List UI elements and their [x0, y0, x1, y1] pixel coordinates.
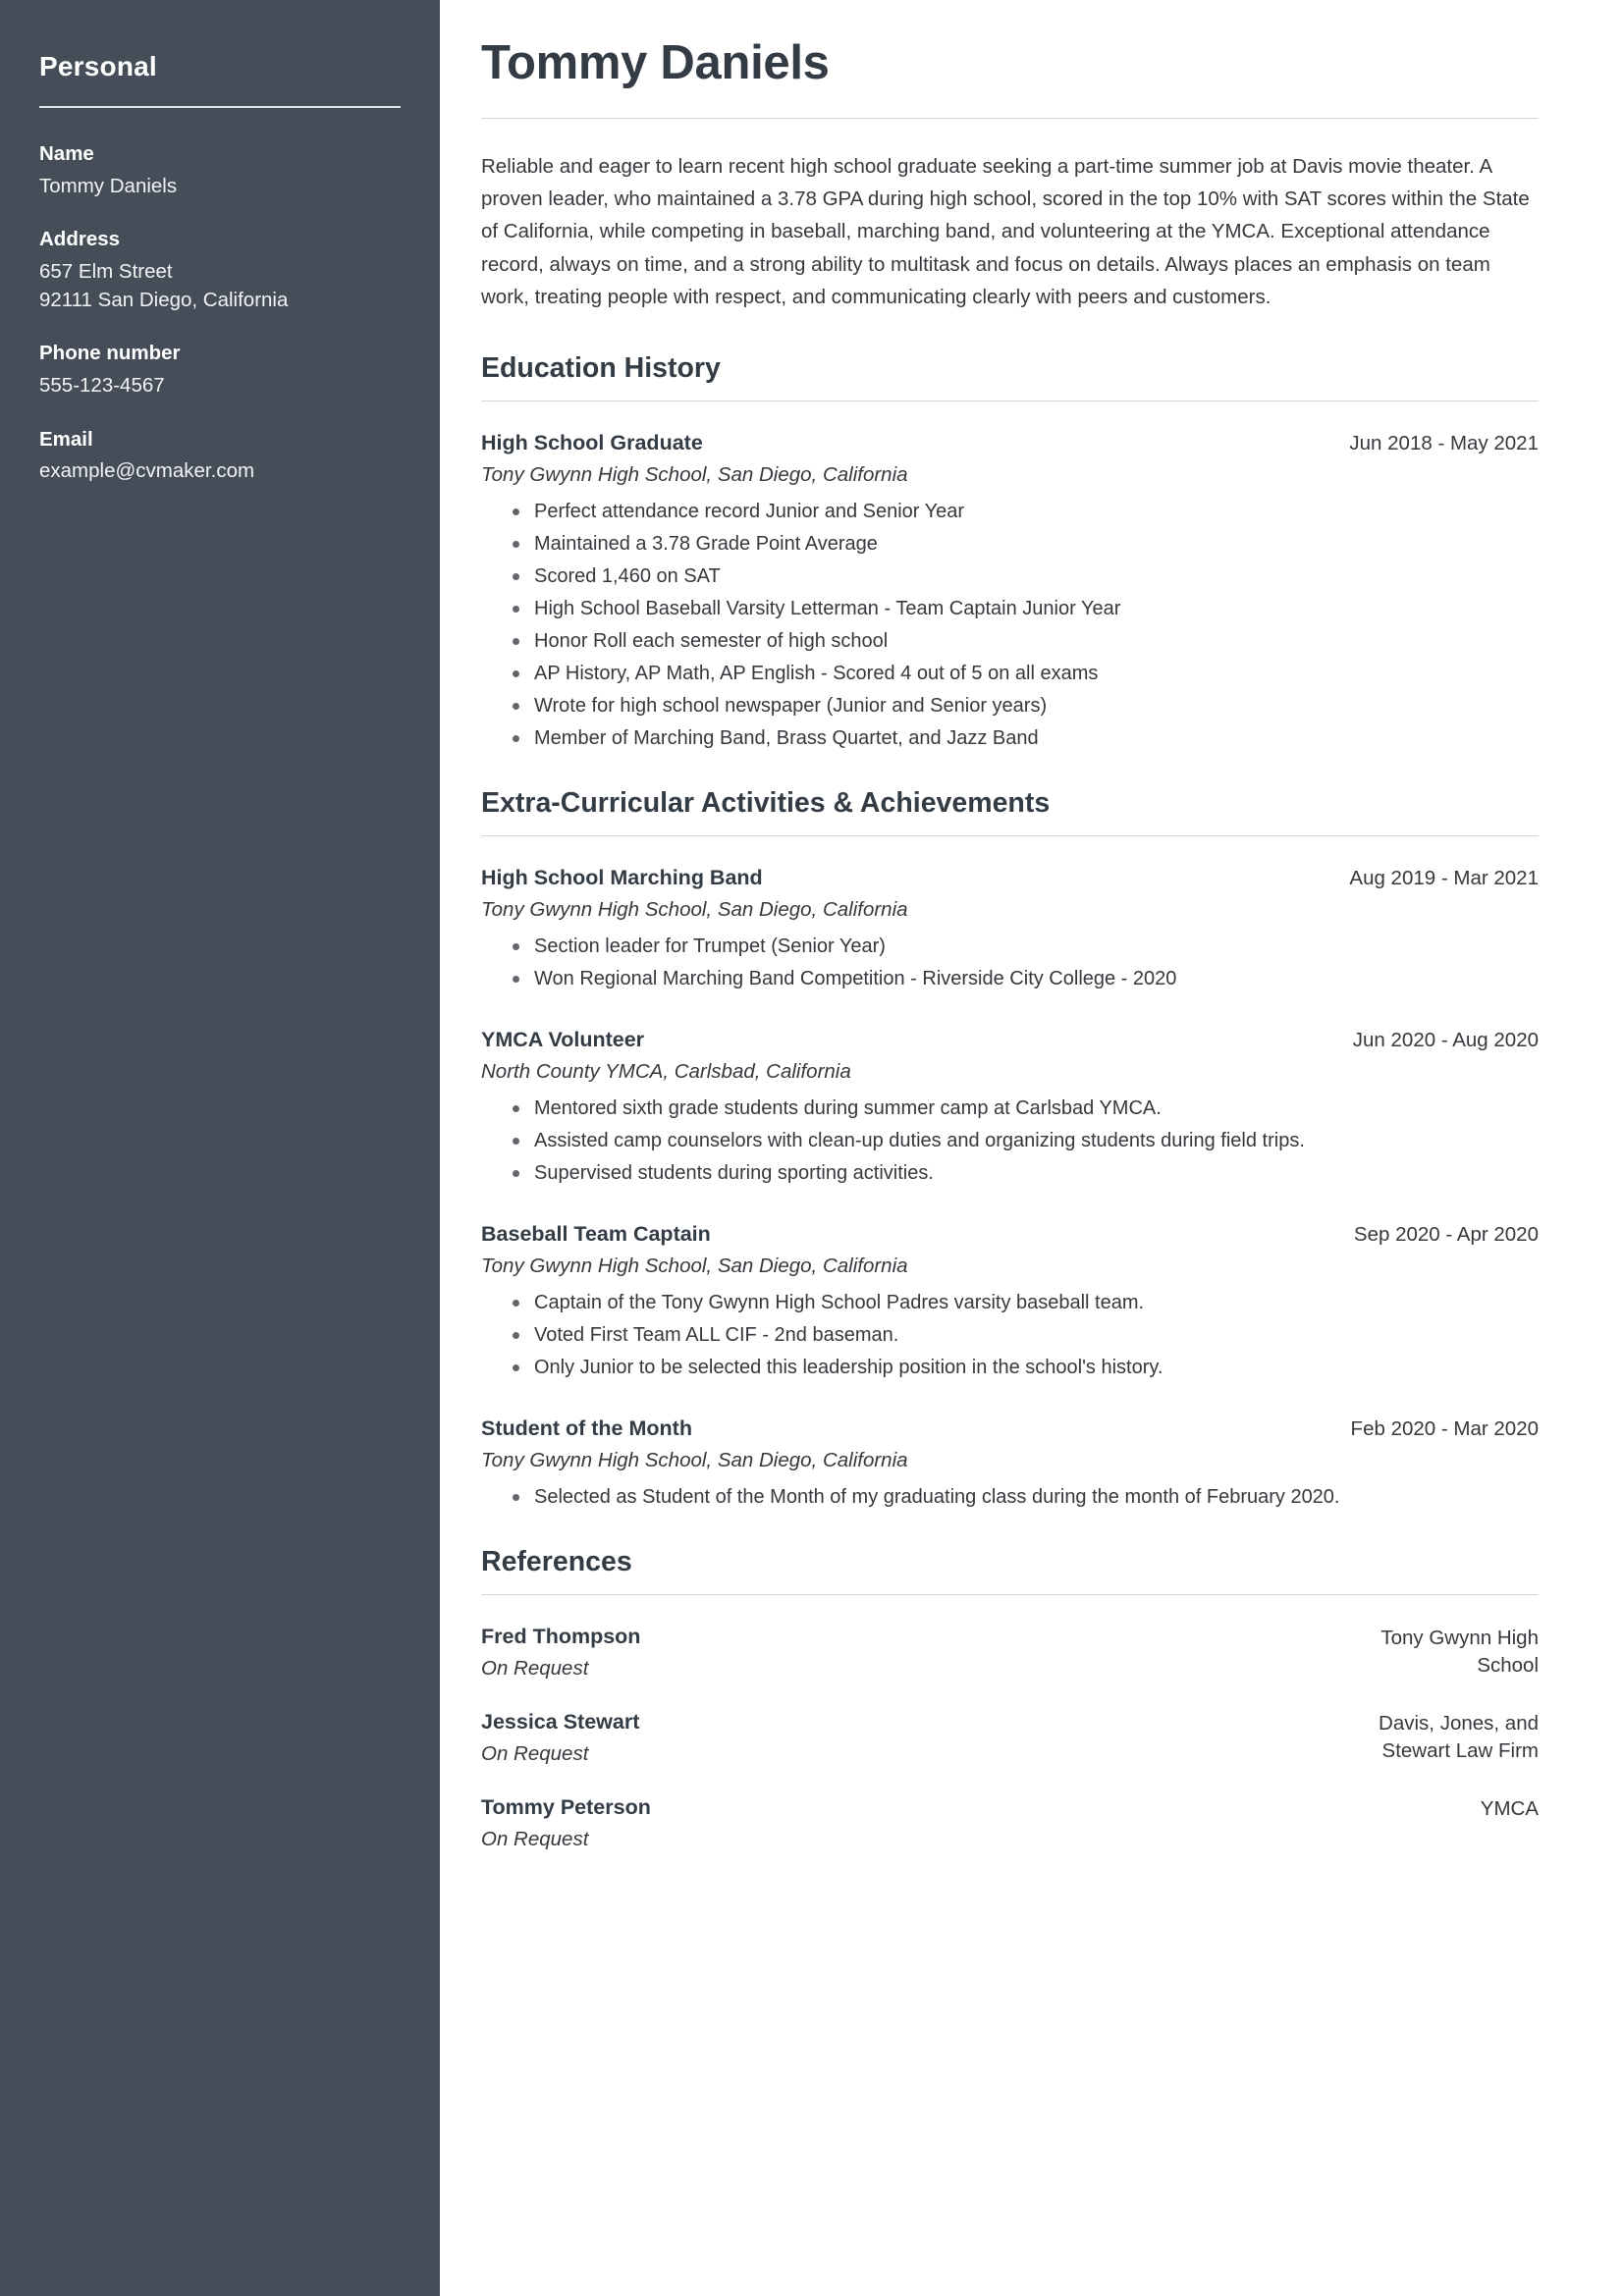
- entry-header: [481, 431, 1539, 455]
- field-value-line: 92111 San Diego, California: [39, 288, 289, 311]
- entry-header: [481, 1416, 1539, 1441]
- resume-entry: [481, 1416, 1539, 1513]
- resume-main: [440, 0, 1623, 2296]
- entry-subtitle: Tony Gwynn High School, San Diego, California: [481, 898, 908, 922]
- section-education-history: [481, 352, 1539, 754]
- reference-details: [481, 1710, 639, 1766]
- entry-subtitle: Tony Gwynn High School, San Diego, California: [481, 463, 908, 487]
- entry-title: Student of the Month: [481, 1416, 692, 1441]
- entry-bullet-list: [481, 1482, 1539, 1513]
- list-item: Captain of the Tony Gwynn High School Padres varsity baseball team.: [513, 1288, 1539, 1318]
- reference-item: [481, 1625, 1539, 1681]
- list-item: Member of Marching Band, Brass Quartet, and Jazz Band: [513, 723, 1539, 754]
- reference-name: Jessica Stewart: [481, 1710, 640, 1735]
- entry-bullet-list: [481, 932, 1539, 994]
- professional-summary: Reliable and eager to learn recent high school graduate seeking a part-time summer job at Davis movie theater. A proven leader, who maintained a 3.78 GPA during high school, scored in the top 10% with SAT scores within the State of California, while competing in baseball, marching band, and volunteering at the YMCA. Exceptional attendance record, always on time, and a strong ability to multitask and focus on details. Always places an emphasis on team work, treating people with respect, and communicating clearly with peers and customers.: [481, 155, 1530, 308]
- field-value: [39, 457, 401, 486]
- entry-date-range: Jun 2018 - May 2021: [1349, 432, 1539, 455]
- entry-title: Baseball Team Captain: [481, 1222, 711, 1247]
- sidebar-title: Personal: [39, 51, 157, 81]
- entry-header: [481, 866, 1539, 890]
- reference-organization: YMCA: [1480, 1797, 1539, 1821]
- list-item: Perfect attendance record Junior and Senior Year: [513, 497, 1539, 527]
- section-title-references: References: [481, 1546, 632, 1578]
- list-item: Scored 1,460 on SAT: [513, 561, 1539, 592]
- personal-detail-address: [39, 227, 401, 314]
- resume-entry: [481, 1222, 1539, 1383]
- sidebar: [0, 0, 440, 2296]
- reference-status: On Request: [481, 1828, 589, 1851]
- list-item: Only Junior to be selected this leadership position in the school's history.: [513, 1353, 1539, 1383]
- section-divider: [481, 1594, 1539, 1595]
- list-item: Supervised students during sporting activities.: [513, 1158, 1539, 1189]
- list-item: Selected as Student of the Month of my graduating class during the month of February 2020.: [513, 1482, 1539, 1513]
- field-label: Email: [39, 427, 93, 451]
- reference-details: [481, 1795, 651, 1851]
- resume-entry: [481, 1028, 1539, 1189]
- reference-organization: Tony Gwynn High School: [1380, 1627, 1539, 1677]
- entry-title: YMCA Volunteer: [481, 1028, 645, 1052]
- field-value: [39, 258, 401, 314]
- field-value: [39, 372, 401, 400]
- field-value-line: Tommy Daniels: [39, 174, 178, 197]
- list-item: Mentored sixth grade students during summer camp at Carlsbad YMCA.: [513, 1094, 1539, 1124]
- list-item: Honor Roll each semester of high school: [513, 626, 1539, 657]
- reference-item: [481, 1710, 1539, 1766]
- references-list: [481, 1625, 1539, 1851]
- section-extra-curricular-activities-achievements: [481, 787, 1539, 1513]
- entry-header: [481, 1028, 1539, 1052]
- personal-detail-email: [39, 427, 401, 486]
- entry-title: High School Marching Band: [481, 866, 763, 890]
- entry-subtitle: Tony Gwynn High School, San Diego, California: [481, 1449, 908, 1472]
- entry-date-range: Aug 2019 - Mar 2021: [1349, 867, 1539, 890]
- reference-details: [481, 1625, 640, 1681]
- personal-detail-name: [39, 141, 401, 200]
- reference-item: [481, 1795, 1539, 1851]
- section-title: Extra-Curricular Activities & Achievements: [481, 787, 1051, 820]
- section-divider: [481, 835, 1539, 836]
- entry-subtitle: Tony Gwynn High School, San Diego, California: [481, 1255, 908, 1278]
- personal-detail-phone-number: [39, 341, 401, 400]
- field-value: [39, 173, 401, 201]
- list-item: Assisted camp counselors with clean-up duties and organizing students during field trips.: [513, 1126, 1539, 1156]
- list-item: Section leader for Trumpet (Senior Year): [513, 932, 1539, 962]
- field-value-line: example@cvmaker.com: [39, 459, 255, 483]
- entry-title: High School Graduate: [481, 431, 703, 455]
- reference-status: On Request: [481, 1657, 589, 1681]
- entry-subtitle: North County YMCA, Carlsbad, California: [481, 1060, 851, 1084]
- resume-sections: [481, 352, 1539, 1513]
- section-divider: [481, 400, 1539, 401]
- section-title: Education History: [481, 352, 721, 385]
- entry-date-range: Feb 2020 - Mar 2020: [1350, 1417, 1539, 1441]
- list-item: High School Baseball Varsity Letterman - Team Captain Junior Year: [513, 594, 1539, 624]
- list-item: AP History, AP Math, AP English - Scored 4 out of 5 on all exams: [513, 659, 1539, 689]
- entry-date-range: Jun 2020 - Aug 2020: [1352, 1029, 1539, 1052]
- resume-entry: [481, 431, 1539, 754]
- field-label: Address: [39, 228, 121, 251]
- reference-name: Tommy Peterson: [481, 1795, 651, 1820]
- header-divider: [481, 118, 1539, 119]
- entry-bullet-list: [481, 1288, 1539, 1383]
- page-title: Tommy Daniels: [481, 36, 830, 89]
- personal-details-list: [39, 141, 401, 486]
- entry-bullet-list: [481, 1094, 1539, 1189]
- reference-name: Fred Thompson: [481, 1625, 641, 1649]
- entry-header: [481, 1222, 1539, 1247]
- field-label: Phone number: [39, 342, 181, 365]
- section-references: [481, 1546, 1539, 1851]
- entry-bullet-list: [481, 497, 1539, 754]
- list-item: Wrote for high school newspaper (Junior and Senior years): [513, 691, 1539, 721]
- list-item: Won Regional Marching Band Competition - Riverside City College - 2020: [513, 964, 1539, 994]
- resume-entry: [481, 866, 1539, 994]
- list-item: Voted First Team ALL CIF - 2nd baseman.: [513, 1320, 1539, 1351]
- sidebar-divider: [39, 106, 401, 108]
- field-value-line: 657 Elm Street: [39, 259, 173, 283]
- field-label: Name: [39, 142, 94, 165]
- reference-organization: Davis, Jones, and Stewart Law Firm: [1379, 1712, 1539, 1762]
- list-item: Maintained a 3.78 Grade Point Average: [513, 529, 1539, 560]
- reference-status: On Request: [481, 1742, 589, 1766]
- entry-date-range: Sep 2020 - Apr 2020: [1353, 1223, 1539, 1247]
- field-value-line: 555-123-4567: [39, 373, 165, 397]
